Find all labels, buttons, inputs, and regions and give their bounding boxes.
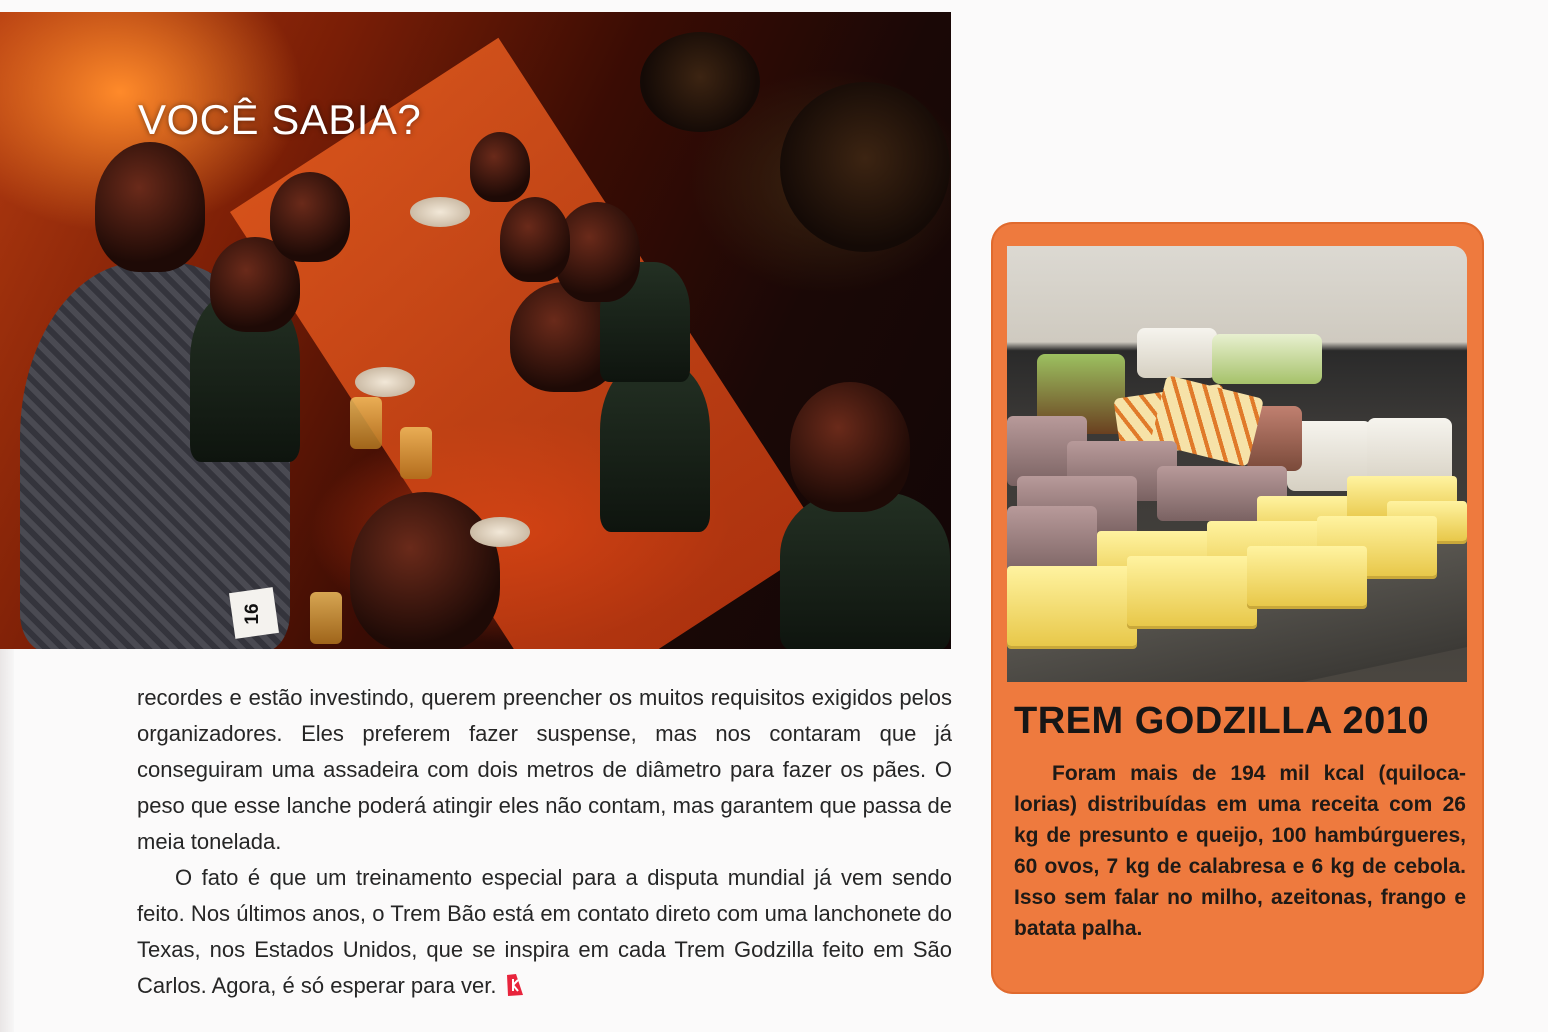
photo-title: VOCÊ SABIA? xyxy=(138,96,422,143)
person-head xyxy=(270,172,350,262)
sidebar-text: Foram mais de 194 mil kcal (quilocalorias) distribuídas em uma receita com 26 kg de presunto e queijo, 100 hambúrgueres, 60 ovos, 7 kg de calabresa e 6 kg de cebola. Isso sem falar no milho, azeitonas, frango e batata palha. xyxy=(1014,762,1466,940)
person-head xyxy=(790,382,910,512)
sidebar-title: TREM GODZILLA 2010 xyxy=(1014,700,1430,742)
beer-glass xyxy=(310,592,342,644)
end-of-article-icon xyxy=(505,973,525,997)
container xyxy=(1137,328,1217,378)
article-paragraph: recordes e estão investindo, querem preencher os muitos requisitos exigidos pelos organizadores. Eles preferem fazer suspense, mas nos contaram que já conseguiram uma assadeira com dois metros de diâmetro para fazer os pães. O peso que esse lanche poderá atingir eles não contam, mas garantem que passa de meia tonelada. xyxy=(137,685,952,854)
article-body xyxy=(137,680,952,1004)
article-paragraph-text: O fato é que um treinamento especial para a disputa mundial já vem sendo feito. Nos últimos anos, o Trem Bão está em contato direto com uma lanchonete do Texas, nos Estados Unidos, que se inspira em cada Trem Godzilla feito em São Carlos. Agora, é só esperar para ver. xyxy=(137,865,952,998)
hedge-shrub xyxy=(640,32,760,132)
table-number: 16 xyxy=(242,603,263,625)
top-strip xyxy=(0,0,738,12)
hedge-shrub xyxy=(780,82,950,252)
plate xyxy=(410,197,470,227)
cheese-block xyxy=(1007,566,1137,646)
diner xyxy=(780,492,950,649)
person-head xyxy=(500,197,570,282)
eating-contest-photo xyxy=(0,12,951,649)
plate xyxy=(470,517,530,547)
person-head xyxy=(470,132,530,202)
article-paragraph xyxy=(137,860,952,1004)
cheese-block xyxy=(1127,556,1257,626)
person-head xyxy=(95,142,205,272)
person-head xyxy=(350,492,500,649)
container xyxy=(1212,334,1322,384)
diner xyxy=(600,362,710,532)
beer-glass xyxy=(350,397,382,449)
plate xyxy=(355,367,415,397)
cheese-block xyxy=(1247,546,1367,606)
ingredients-photo xyxy=(1007,246,1467,682)
beer-glass xyxy=(400,427,432,479)
